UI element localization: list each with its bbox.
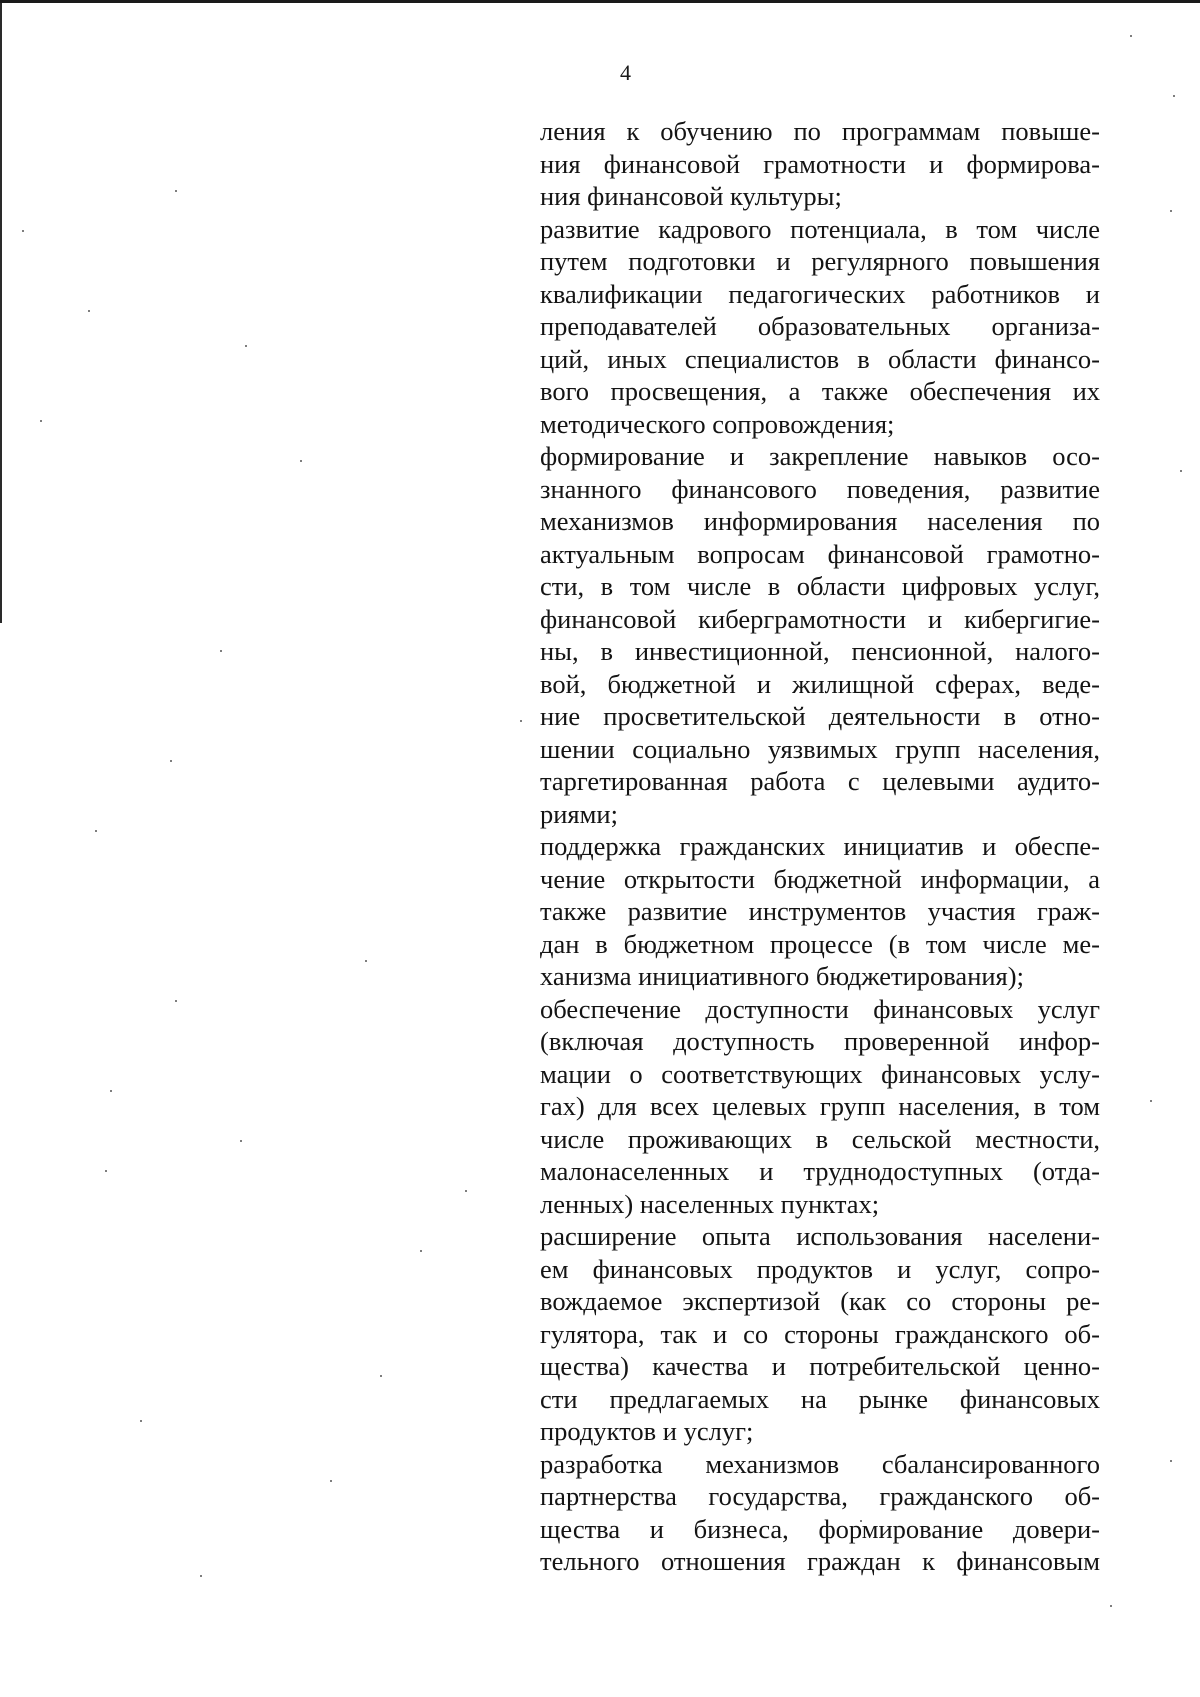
text-line: ем финансовых продуктов и услуг, сопро- bbox=[540, 1253, 1100, 1284]
scan-speck bbox=[1170, 210, 1172, 212]
scan-speck bbox=[240, 1140, 242, 1142]
text-line: щества) качества и потребительской ценно- bbox=[540, 1351, 1100, 1381]
text-line: ленных) населенных пунктах; bbox=[540, 1188, 880, 1219]
paragraph bbox=[540, 993, 1100, 1221]
scan-speck bbox=[465, 1190, 467, 1192]
text-line: риями; bbox=[540, 798, 618, 829]
scan-speck bbox=[170, 760, 172, 762]
text-line: финансовой киберграмотности и кибергигие- bbox=[540, 603, 1100, 634]
paragraph bbox=[540, 1220, 1100, 1448]
text-line: малонаселенных и труднодоступных (отда- bbox=[540, 1156, 1100, 1186]
text-line: дан в бюджетном процессе (в том числе ме- bbox=[540, 928, 1100, 959]
text-line: сти, в том числе в области цифровых услуг, bbox=[540, 571, 1100, 601]
text-line: ций, иных специалистов в области финансо- bbox=[540, 343, 1100, 374]
scan-speck bbox=[140, 1420, 142, 1422]
paragraph bbox=[540, 1448, 1100, 1578]
scan-speck bbox=[1150, 1100, 1152, 1102]
text-line: ния финансовой грамотности и формирова- bbox=[540, 148, 1100, 179]
paragraph bbox=[540, 115, 1100, 213]
text-line: путем подготовки и регулярного повышения bbox=[540, 246, 1100, 276]
scan-speck bbox=[1173, 95, 1175, 97]
text-line: ханизма инициативного бюджетирования); bbox=[540, 961, 1024, 991]
scan-speck bbox=[300, 460, 302, 462]
text-line: таргетированная работа с целевыми аудито- bbox=[540, 766, 1100, 796]
scan-left-edge bbox=[0, 3, 2, 623]
scan-speck bbox=[1180, 470, 1182, 472]
scan-speck bbox=[420, 1250, 422, 1252]
text-line: также развитие инструментов участия граж- bbox=[540, 896, 1100, 926]
text-line: мации о соответствующих финансовых услу- bbox=[540, 1058, 1100, 1089]
text-line: вого просвещения, а также обеспечения их bbox=[540, 376, 1100, 406]
text-line: чение открытости бюджетной информации, а bbox=[540, 863, 1100, 894]
scan-speck bbox=[220, 650, 222, 652]
text-line: развитие кадрового потенциала, в том числе bbox=[540, 213, 1100, 244]
text-line: методического сопровождения; bbox=[540, 408, 895, 439]
scan-speck bbox=[330, 1480, 332, 1482]
scan-speck bbox=[245, 345, 247, 347]
text-line: формирование и закрепление навыков осо- bbox=[540, 441, 1100, 471]
text-line: гулятора, так и со стороны гражданского об- bbox=[540, 1318, 1100, 1349]
scan-speck bbox=[95, 830, 97, 832]
scan-speck bbox=[175, 1000, 177, 1002]
text-line: тельного отношения граждан к финансовым bbox=[540, 1546, 1100, 1576]
text-line: ления к обучению по программам повыше- bbox=[540, 116, 1100, 146]
text-line: гах) для всех целевых групп населения, в том bbox=[540, 1091, 1100, 1121]
scan-speck bbox=[110, 1090, 112, 1092]
text-line: расширение опыта использования населени- bbox=[540, 1221, 1100, 1251]
scan-speck bbox=[175, 190, 177, 192]
scan-speck bbox=[365, 960, 367, 962]
paragraph bbox=[540, 830, 1100, 993]
text-line: ния финансовой культуры; bbox=[540, 181, 842, 211]
text-line: преподавателей образовательных организа- bbox=[540, 311, 1100, 341]
text-line: шении социально уязвимых групп населения, bbox=[540, 733, 1100, 764]
text-line: механизмов информирования населения по bbox=[540, 506, 1100, 536]
scan-top-edge bbox=[0, 0, 1200, 3]
text-line: знанного финансового поведения, развитие bbox=[540, 473, 1100, 504]
scan-speck bbox=[520, 720, 522, 722]
text-line: вой, бюджетной и жилищной сферах, веде- bbox=[540, 668, 1100, 699]
paragraph bbox=[540, 213, 1100, 441]
text-line: (включая доступность проверенной инфор- bbox=[540, 1026, 1100, 1056]
scan-speck bbox=[40, 420, 42, 422]
document-body bbox=[540, 115, 1100, 1578]
text-line: обеспечение доступности финансовых услуг bbox=[540, 993, 1100, 1024]
page-number: 4 bbox=[620, 60, 631, 85]
scan-speck bbox=[22, 230, 24, 232]
scan-speck bbox=[1170, 1460, 1172, 1462]
scan-speck bbox=[88, 310, 90, 312]
text-line: разработка механизмов сбалансированного bbox=[540, 1448, 1100, 1479]
text-line: продуктов и услуг; bbox=[540, 1416, 754, 1446]
paragraph bbox=[540, 440, 1100, 830]
scan-speck bbox=[1130, 35, 1132, 37]
text-line: вождаемое экспертизой (как со стороны ре- bbox=[540, 1286, 1100, 1316]
text-line: партнерства государства, гражданского об- bbox=[540, 1481, 1100, 1511]
scan-speck bbox=[200, 1575, 202, 1577]
scan-speck bbox=[1110, 1605, 1112, 1607]
text-line: актуальным вопросам финансовой грамотно- bbox=[540, 538, 1100, 569]
scan-speck bbox=[105, 1170, 107, 1172]
text-line: поддержка гражданских инициатив и обеспе- bbox=[540, 831, 1100, 861]
text-line: квалификации педагогических работников и bbox=[540, 278, 1100, 309]
text-line: числе проживающих в сельской местности, bbox=[540, 1123, 1100, 1154]
scan-speck bbox=[380, 1375, 382, 1377]
text-line: ны, в инвестиционной, пенсионной, налого- bbox=[540, 636, 1100, 666]
text-line: сти предлагаемых на рынке финансовых bbox=[540, 1383, 1100, 1414]
text-line: щества и бизнеса, формирование довери- bbox=[540, 1513, 1100, 1544]
text-line: ние просветительской деятельности в отно- bbox=[540, 701, 1100, 731]
